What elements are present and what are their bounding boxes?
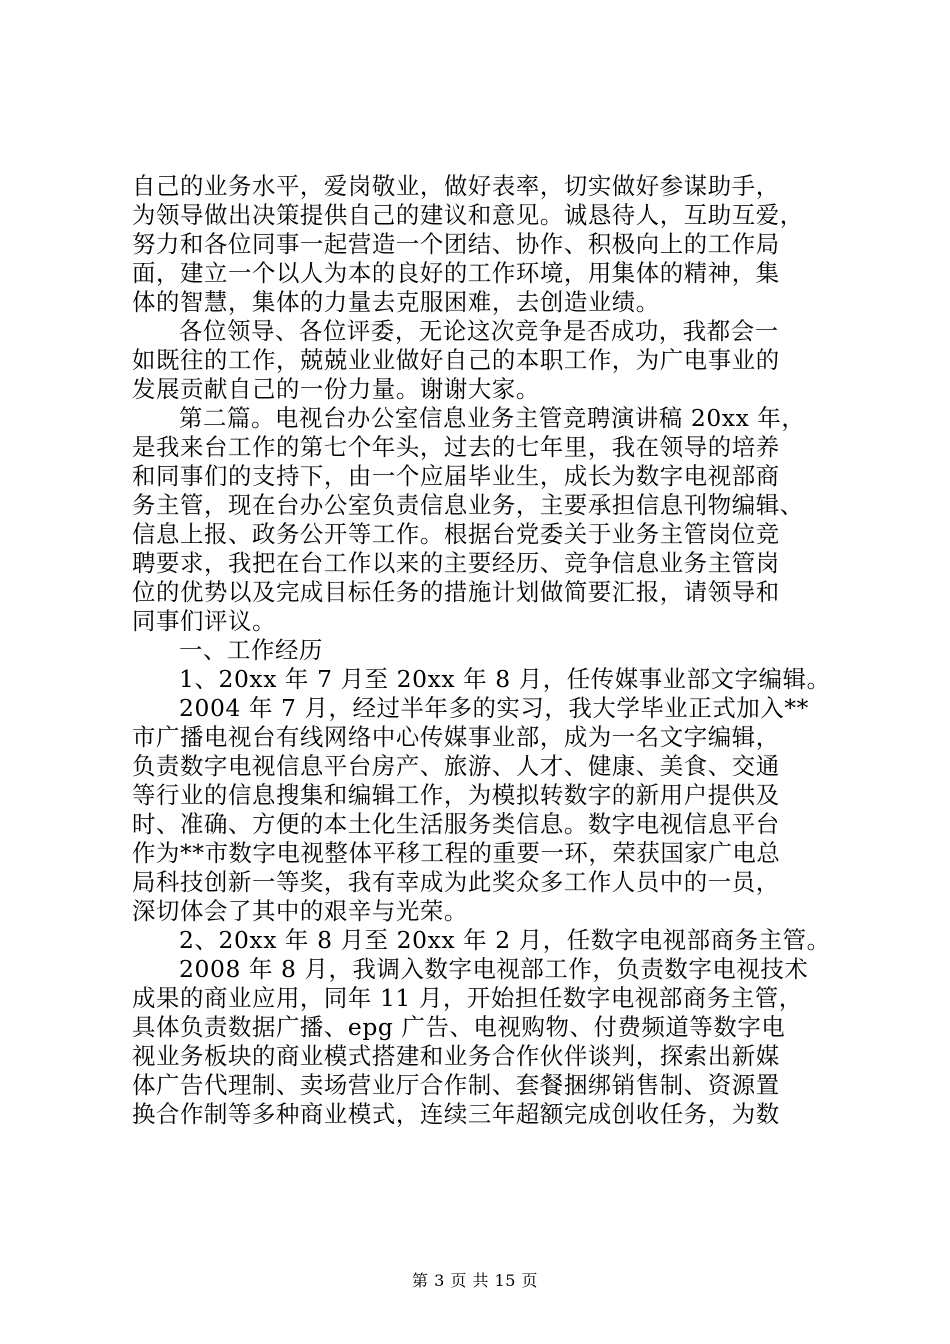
text-line: 聘要求，我把在台工作以来的主要经历、竞争信息业务主管岗 (132, 549, 780, 577)
text-line: 位的优势以及完成目标任务的措施计划做简要汇报，请领导和 (132, 578, 780, 606)
text-line: 和同事们的支持下，由一个应届毕业生，成长为数字电视部商 (132, 462, 780, 490)
document-body (132, 172, 832, 1129)
text-line: 务主管，现在台办公室负责信息业务，主要承担信息刊物编辑、 (132, 491, 804, 519)
text-line: 局科技创新一等奖，我有幸成为此奖众多工作人员中的一员， (132, 868, 780, 896)
text-line: 负责数字电视信息平台房产、旅游、人才、健康、美食、交通 (132, 752, 780, 780)
text-line: 是我来台工作的第七个年头，过去的七年里，我在领导的培养 (132, 433, 780, 461)
text-line: 时、准确、方便的本土化生活服务类信息。数字电视信息平台 (132, 810, 780, 838)
page-footer: 第 3 页 共 15 页 (412, 1271, 538, 1290)
text-line: 1、20xx 年 7 月至 20xx 年 8 月，任传媒事业部文字编辑。 (179, 665, 831, 693)
text-line: 等行业的信息搜集和编辑工作，为模拟转数字的新用户提供及 (132, 781, 780, 809)
text-line: 各位领导、各位评委，无论这次竞争是否成功，我都会一 (179, 317, 779, 345)
text-line: 体的智慧，集体的力量去克服困难，去创造业绩。 (132, 288, 660, 316)
text-line: 视业务板块的商业模式搭建和业务合作伙伴谈判，探索出新媒 (132, 1042, 780, 1070)
text-line: 为领导做出决策提供自己的建议和意见。诚恳待人，互助互爱， (132, 201, 804, 229)
text-line: 第二篇。电视台办公室信息业务主管竞聘演讲稿 20xx 年， (179, 404, 806, 432)
text-line: 努力和各位同事一起营造一个团结、协作、积极向上的工作局 (132, 230, 780, 258)
text-line: 信息上报、政务公开等工作。根据台党委关于业务主管岗位竞 (132, 520, 780, 548)
text-line: 2、20xx 年 8 月至 20xx 年 2 月，任数字电视部商务主管。 (179, 926, 831, 954)
text-line: 具体负责数据广播、epg 广告、电视购物、付费频道等数字电 (132, 1013, 786, 1041)
text-line: 体广告代理制、卖场营业厅合作制、套餐捆绑销售制、资源置 (132, 1071, 780, 1099)
text-line: 市广播电视台有线网络中心传媒事业部，成为一名文字编辑， (132, 723, 780, 751)
text-line: 发展贡献自己的一份力量。谢谢大家。 (132, 375, 540, 403)
text-line: 面，建立一个以人为本的良好的工作环境，用集体的精神，集 (132, 259, 780, 287)
text-line: 成果的商业应用，同年 11 月，开始担任数字电视部商务主管， (132, 984, 803, 1012)
text-line: 同事们评议。 (132, 607, 276, 635)
text-line: 一、工作经历 (179, 636, 323, 664)
text-line: 作为**市数字电视整体平移工程的重要一环，荣获国家广电总 (132, 839, 781, 867)
text-line: 换合作制等多种商业模式，连续三年超额完成创收任务，为数 (132, 1100, 780, 1128)
text-line: 2008 年 8 月，我调入数字电视部工作，负责数字电视技术 (179, 955, 809, 983)
text-line: 深切体会了其中的艰辛与光荣。 (132, 897, 468, 925)
text-line: 自己的业务水平，爱岗敬业，做好表率，切实做好参谋助手， (132, 172, 780, 200)
text-line: 如既往的工作，兢兢业业做好自己的本职工作，为广电事业的 (132, 346, 780, 374)
text-line: 2004 年 7 月，经过半年多的实习，我大学毕业正式加入** (179, 694, 809, 722)
